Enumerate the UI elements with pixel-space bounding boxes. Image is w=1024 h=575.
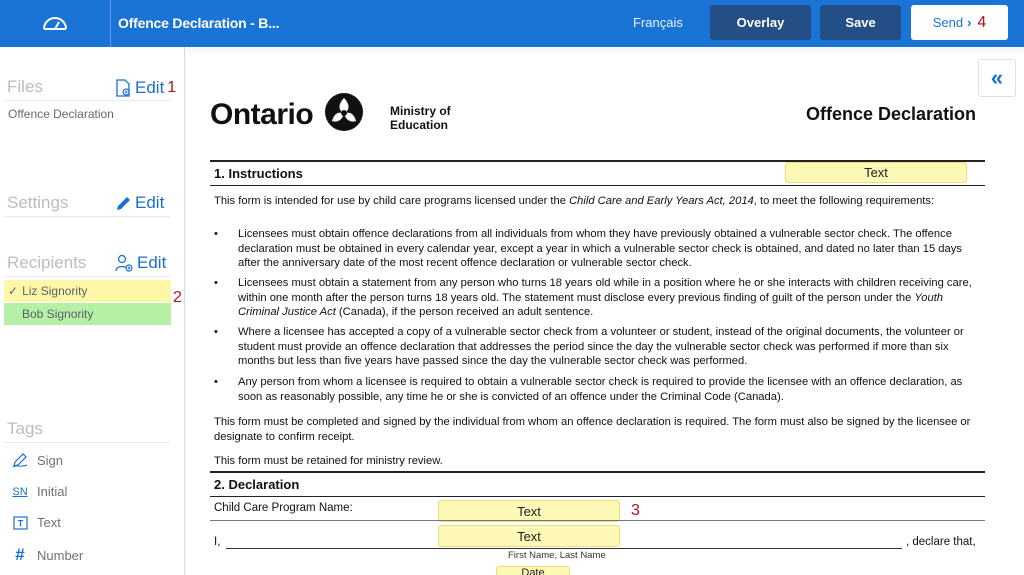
signature-pen-icon bbox=[11, 453, 29, 468]
check-icon: ✓ bbox=[8, 284, 19, 298]
divider bbox=[210, 185, 985, 186]
divider bbox=[210, 520, 985, 521]
top-bar bbox=[0, 0, 1024, 47]
send-label: Send bbox=[932, 15, 964, 30]
recipient-name: Bob Signority bbox=[22, 307, 94, 321]
date-field[interactable]: Date bbox=[496, 566, 570, 575]
initials-icon: SN bbox=[12, 485, 28, 498]
retention-note: This form must be retained for ministry review. bbox=[214, 455, 443, 467]
recipient-name: Liz Signority bbox=[22, 284, 88, 298]
send-step-badge: 4 bbox=[977, 13, 987, 31]
text-icon bbox=[11, 516, 29, 530]
recipients-edit-button[interactable] bbox=[114, 253, 166, 273]
add-user-icon bbox=[114, 253, 134, 273]
form-title: Offence Declaration bbox=[806, 104, 977, 124]
divider bbox=[4, 276, 170, 277]
ministry-name bbox=[390, 104, 451, 132]
tag-initial[interactable] bbox=[11, 484, 67, 499]
divider bbox=[210, 471, 985, 473]
intro-paragraph: This form is intended for use by child care programs licensed under the Child Care and Early Years Act, 2014, to meet the following requirements: bbox=[214, 195, 935, 207]
save-button[interactable]: Save bbox=[820, 5, 901, 40]
tag-number[interactable] bbox=[11, 545, 83, 565]
declarant-prefix: I, bbox=[214, 536, 221, 548]
recipients-heading: Recipients bbox=[7, 253, 87, 272]
recipients-step-badge: 2 bbox=[173, 289, 182, 306]
tag-sign-label: Sign bbox=[37, 453, 64, 468]
language-link[interactable]: Français bbox=[633, 15, 683, 30]
name-underline bbox=[226, 548, 902, 549]
file-add-icon bbox=[114, 78, 132, 98]
svg-text:T: T bbox=[17, 518, 23, 528]
program-name-field[interactable]: Text bbox=[438, 500, 620, 522]
tag-initial-label: Initial bbox=[37, 484, 68, 499]
program-name-label: Child Care Program Name: bbox=[214, 502, 353, 514]
settings-edit-label: Edit bbox=[135, 193, 165, 212]
overlay-button[interactable]: Overlay bbox=[710, 5, 811, 40]
ministry-line: Ministry of bbox=[390, 104, 451, 118]
files-step-badge: 1 bbox=[167, 79, 177, 96]
section-declaration-title: 2. Declaration bbox=[214, 477, 300, 492]
ontario-wordmark: Ontario bbox=[210, 98, 314, 131]
text-field[interactable]: Text bbox=[785, 162, 967, 183]
app-logo-button[interactable] bbox=[0, 0, 111, 47]
file-item[interactable]: Offence Declaration bbox=[8, 107, 114, 121]
divider bbox=[210, 496, 985, 497]
recipient-liz[interactable] bbox=[4, 280, 171, 302]
settings-edit-button[interactable] bbox=[115, 193, 164, 213]
tag-number-label: Number bbox=[37, 547, 84, 563]
tags-heading: Tags bbox=[7, 419, 43, 438]
collapse-panel-button[interactable] bbox=[978, 59, 1016, 97]
program-step-badge: 3 bbox=[631, 502, 640, 519]
trillium-logo-icon bbox=[324, 92, 364, 132]
pencil-icon bbox=[115, 195, 132, 212]
files-edit-button[interactable] bbox=[114, 78, 176, 98]
ministry-line: Education bbox=[390, 118, 449, 132]
section-instructions-title: 1. Instructions bbox=[214, 166, 303, 181]
settings-heading: Settings bbox=[7, 193, 69, 212]
send-button[interactable] bbox=[911, 5, 1008, 40]
sidebar bbox=[0, 47, 185, 575]
double-chevron-left-icon: « bbox=[990, 65, 1004, 90]
dashboard-logo-icon bbox=[41, 14, 69, 34]
files-heading: Files bbox=[7, 77, 43, 96]
files-edit-label: Edit bbox=[135, 78, 165, 97]
divider bbox=[4, 100, 170, 101]
name-caption: First Name, Last Name bbox=[508, 550, 606, 561]
divider bbox=[4, 216, 170, 217]
tag-text[interactable] bbox=[11, 515, 61, 530]
declare-suffix: , declare that, bbox=[906, 536, 976, 548]
document-title: Offence Declaration - B... bbox=[118, 15, 280, 31]
divider bbox=[4, 442, 170, 443]
tag-text-label: Text bbox=[37, 515, 61, 530]
closing-paragraph: This form must be completed and signed by the individual from whom an offence declaration is required. The form must also be signed by the licensee or designate to confirm receipt. bbox=[214, 416, 971, 443]
chevron-right-icon: › bbox=[967, 15, 972, 30]
recipients-edit-label: Edit bbox=[137, 253, 167, 272]
tag-sign[interactable] bbox=[11, 453, 63, 468]
hash-icon: # bbox=[15, 545, 25, 564]
recipient-bob[interactable] bbox=[4, 303, 171, 325]
declarant-name-field[interactable]: Text bbox=[438, 525, 620, 547]
